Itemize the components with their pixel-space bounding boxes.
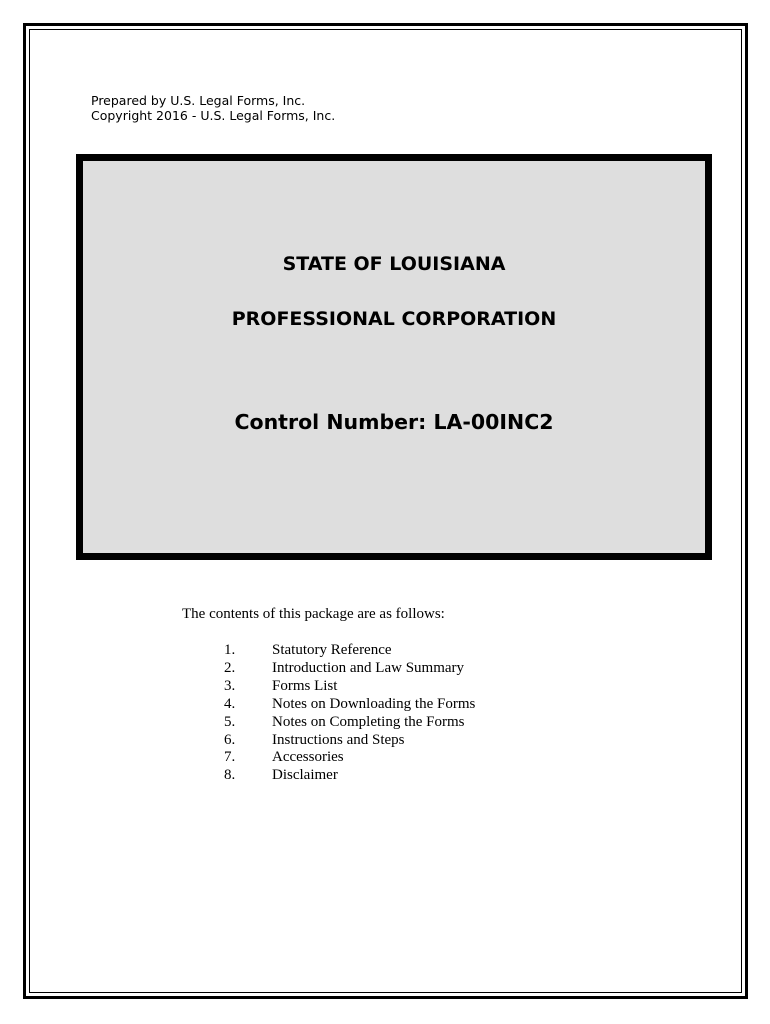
list-item <box>224 678 475 696</box>
item-label: Forms List <box>272 677 338 694</box>
item-number: 4. <box>224 695 236 712</box>
control-number: Control Number: LA-00INC2 <box>234 410 554 434</box>
list-item <box>224 642 475 660</box>
item-number: 7. <box>224 749 236 766</box>
list-item <box>224 767 475 785</box>
item-label: Accessories <box>272 749 344 766</box>
contents-list <box>224 642 475 785</box>
state-title: STATE OF LOUISIANA <box>282 253 506 275</box>
item-number: 6. <box>224 731 236 748</box>
item-number: 8. <box>224 767 236 784</box>
copyright-line: Copyright 2016 - U.S. Legal Forms, Inc. <box>91 108 336 123</box>
item-label: Notes on Completing the Forms <box>272 713 465 730</box>
list-item <box>224 660 475 678</box>
item-label: Instructions and Steps <box>272 731 405 748</box>
prepared-by-block <box>91 93 335 123</box>
form-type-title: PROFESSIONAL CORPORATION <box>231 308 557 330</box>
prepared-by-line: Prepared by U.S. Legal Forms, Inc. <box>91 93 306 108</box>
item-number: 5. <box>224 713 236 730</box>
item-label: Notes on Downloading the Forms <box>272 695 476 712</box>
list-item <box>224 714 475 732</box>
item-number: 1. <box>224 642 236 658</box>
contents-intro: The contents of this package are as follows: <box>182 606 445 622</box>
item-label: Statutory Reference <box>272 642 392 658</box>
list-item <box>224 749 475 767</box>
item-number: 3. <box>224 677 236 694</box>
list-item <box>224 696 475 714</box>
item-label: Disclaimer <box>272 767 338 784</box>
title-box <box>76 154 712 560</box>
item-label: Introduction and Law Summary <box>272 659 465 676</box>
list-item <box>224 732 475 750</box>
item-number: 2. <box>224 659 236 676</box>
